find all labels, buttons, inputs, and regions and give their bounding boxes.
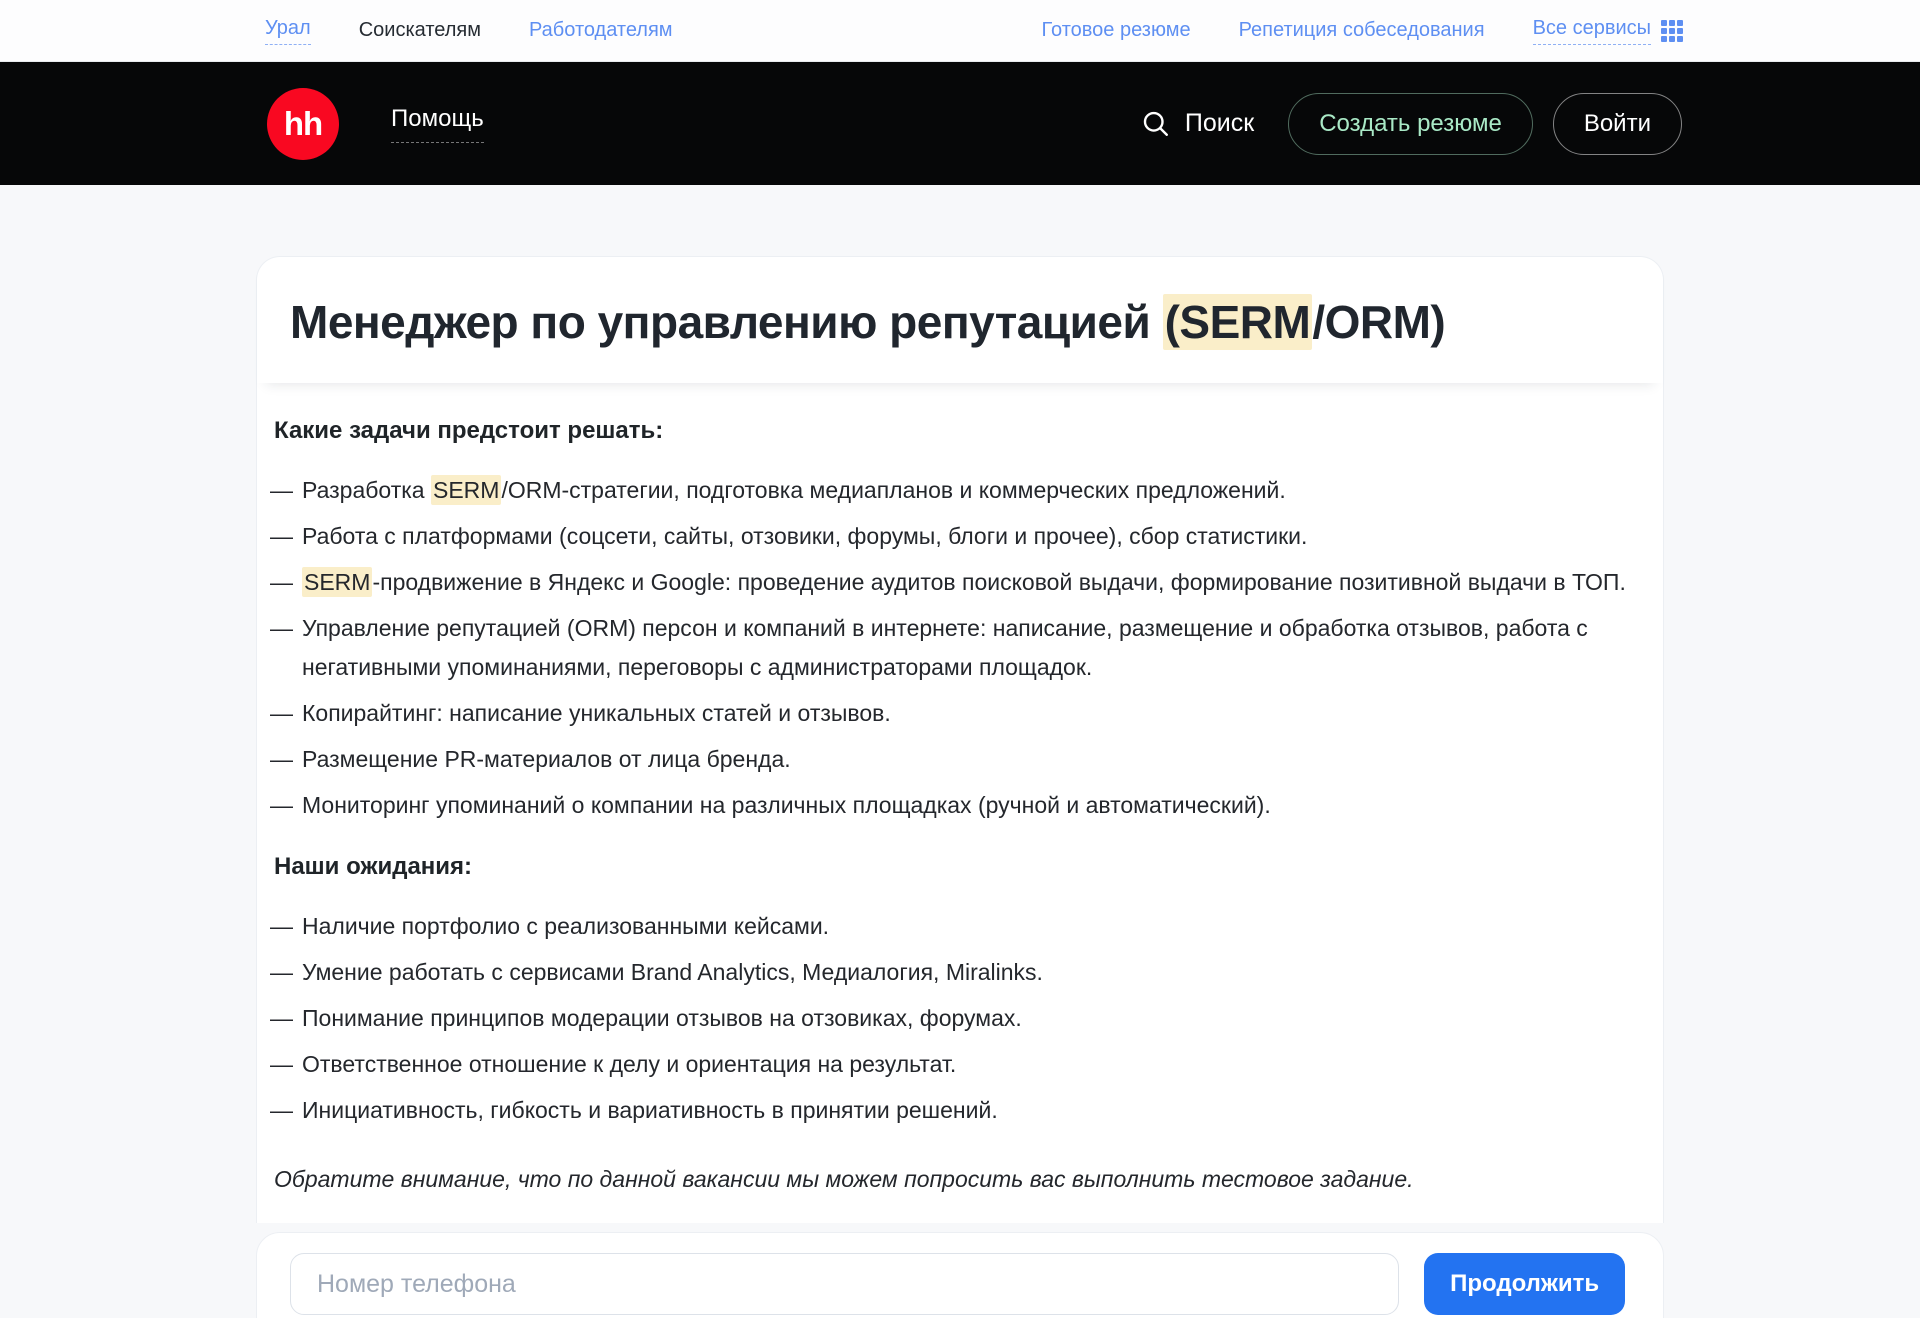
list-item: — Ответственное отношение к делу и ориентация на результат. bbox=[270, 1051, 957, 1077]
keyword-highlight: SERM bbox=[304, 569, 371, 595]
login-button[interactable]: Войти bbox=[1553, 93, 1682, 155]
region-selector[interactable]: Урал bbox=[265, 17, 311, 45]
create-resume-button[interactable]: Создать резюме bbox=[1288, 93, 1533, 155]
list-item: — Разработка SERM/ORM-стратегии, подготовка медиапланов и коммерческих предложений. bbox=[270, 477, 1286, 503]
search-label: Поиск bbox=[1184, 109, 1255, 137]
list-item: — Мониторинг упоминаний о компании на различных площадках (ручной и автоматический). bbox=[270, 792, 1271, 818]
phone-number-input[interactable] bbox=[290, 1253, 1399, 1315]
services-grid-icon bbox=[1661, 20, 1683, 42]
keyword-highlight: SERM bbox=[432, 477, 500, 503]
list-item: — Размещение PR-материалов от лица бренда. bbox=[270, 746, 791, 772]
list-item: — Работа с платформами (соцсети, сайты, отзовики, форумы, блоги и прочее), сбор статистики. bbox=[270, 523, 1308, 549]
list-item: — Понимание принципов модерации отзывов на отзовиках, форумах. bbox=[270, 1005, 1022, 1031]
tasks-heading: Какие задачи предстоит решать: bbox=[274, 417, 664, 444]
expectations-list bbox=[270, 907, 1649, 1130]
hh-logo[interactable]: hh bbox=[267, 88, 339, 160]
response-form-card bbox=[256, 1232, 1664, 1318]
list-item: — Наличие портфолио с реализованными кейсами. bbox=[270, 913, 830, 939]
list-item: — Умение работать с сервисами Brand Analytics, Медиалогия, Miralinks. bbox=[270, 959, 1043, 985]
test-task-note: Обратите внимание, что по данной вакансии мы можем попросить вас выполнить тестовое задание. bbox=[274, 1166, 1414, 1192]
topbar-right-group bbox=[1042, 17, 1683, 45]
all-services-label: Все сервисы bbox=[1533, 17, 1651, 45]
expectations-heading: Наши ожидания: bbox=[274, 853, 473, 880]
vacancy-card bbox=[256, 256, 1664, 1223]
topbar-link-employers[interactable]: Работодателям bbox=[529, 19, 673, 41]
search-icon bbox=[1141, 109, 1171, 139]
topbar-link-interview-practice[interactable]: Репетиция собеседования bbox=[1238, 19, 1485, 41]
list-item: — Копирайтинг: написание уникальных статей и отзывов. bbox=[270, 700, 891, 726]
top-service-bar bbox=[0, 0, 1920, 62]
title-highlight: (SERM bbox=[1164, 296, 1311, 348]
vacancy-description bbox=[257, 383, 1663, 1223]
help-link[interactable]: Помощь bbox=[391, 105, 484, 143]
search-button[interactable] bbox=[1141, 109, 1254, 139]
topbar-link-applicants[interactable]: Соискателям bbox=[358, 19, 481, 41]
list-item: — SERM-продвижение в Яндекс и Google: проведение аудитов поисковой выдачи, формирование позитивной выдачи в ТОП. bbox=[270, 569, 1626, 595]
topbar-link-ready-resume[interactable]: Готовое резюме bbox=[1041, 19, 1191, 41]
topbar-left-group bbox=[265, 17, 673, 45]
continue-button[interactable]: Продолжить bbox=[1424, 1253, 1625, 1315]
main-header bbox=[0, 62, 1920, 185]
tasks-list bbox=[270, 471, 1649, 825]
vacancy-title: Менеджер по управлению репутацией (SERM/ORM) bbox=[290, 296, 1446, 348]
vacancy-title-header bbox=[257, 257, 1663, 383]
list-item: — Управление репутацией (ORM) персон и компаний в интернете: написание, размещение и обработка отзывов, работа с негативными упоминаниями, переговоры с администраторами площадок. bbox=[270, 615, 1588, 680]
page-content bbox=[256, 256, 1664, 1318]
list-item: — Инициативность, гибкость и вариативность в принятии решений. bbox=[270, 1097, 998, 1123]
all-services-menu[interactable] bbox=[1533, 17, 1683, 45]
